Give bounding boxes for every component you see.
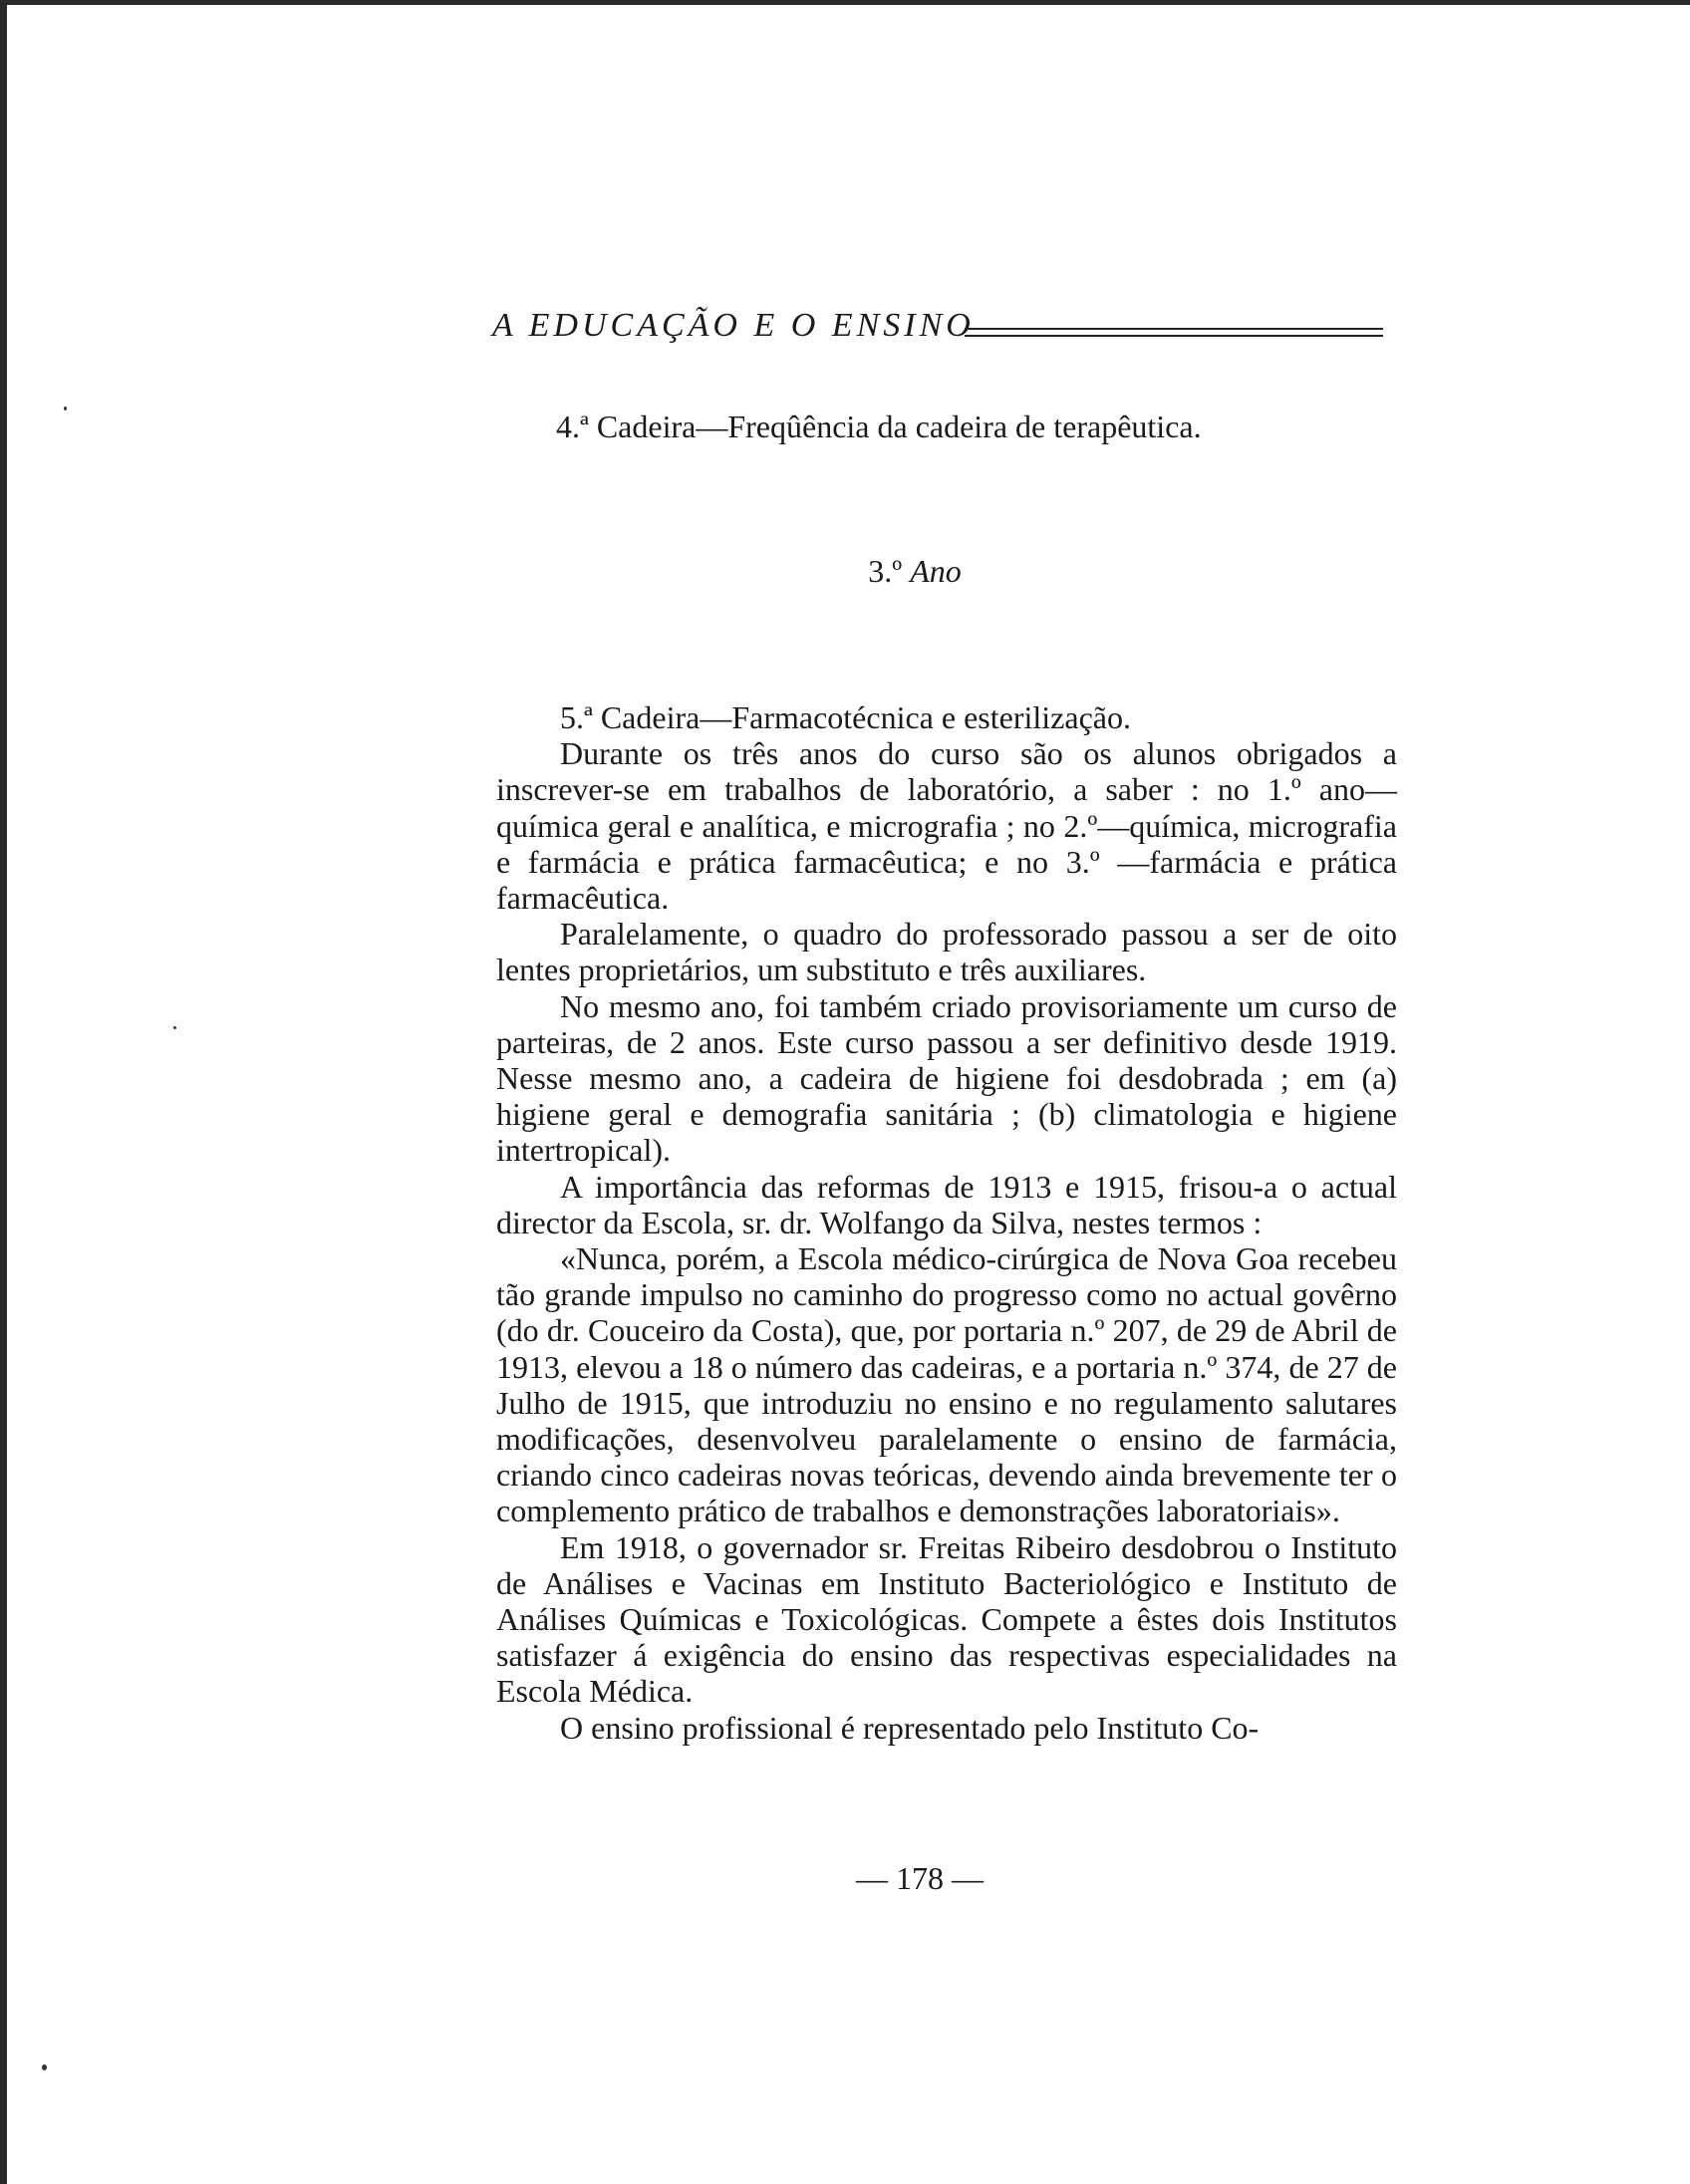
paragraph: No mesmo ano, foi também criado provisoriamente um curso de parteiras, de 2 anos. Este curso passou a ser definitivo desde 1919. Nesse mesmo ano, a cadeira de higiene foi desdobrada ; em (a) higiene geral e demografia sanitária ; (b) climatologia e higiene intertropical).: [496, 987, 1397, 1169]
paragraph: 5.ª Cadeira—Farmacotécnica e esterilização.: [560, 699, 1131, 735]
paragraph: Durante os três anos do curso são os alunos obrigados a inscrever-se em trabalhos de laboratório, a saber : no 1.º ano—química geral e analítica, e micrografia ; no 2.º—química, micrografia e farmácia e prática farmacêutica; e no 3.º —farmácia e prática farmacêutica.: [496, 735, 1397, 917]
running-title: A EDUCAÇÃO E O ENSINO: [492, 307, 975, 344]
body-text: [496, 699, 1397, 1746]
year-heading: [0, 553, 1690, 590]
scan-speck: [173, 1026, 176, 1029]
scan-speck: [42, 2064, 47, 2070]
scan-speck: [64, 407, 67, 410]
page-border-left: [0, 0, 7, 2184]
header-double-rule: [965, 328, 1383, 337]
page-border-top: [0, 0, 1690, 5]
paragraph: A importância das reformas de 1913 e 1915, frisou-a o actual director da Escola, sr. dr. Wolfango da Silva, nestes termos :: [496, 1168, 1397, 1240]
paragraph: «Nunca, porém, a Escola médico-cirúrgica de Nova Goa recebeu tão grande impulso no caminho do progresso como no actual govêrno (do dr. Couceiro da Costa), que, por portaria n.º 207, de 29 de Abril de 1913, elevou a 18 o número das cadeiras, e a portaria n.º 374, de 27 de Julho de 1915, que introduziu no ensino e no regulamento salutares modificações, desenvolveu paralelamente o ensino de farmácia, criando cinco cadeiras novas teóricas, devendo ainda brevemente ter o complemento prático de trabalhos e demonstrações laboratoriais».: [496, 1240, 1397, 1529]
paragraph: O ensino profissional é representado pelo Instituto Co-: [560, 1709, 1260, 1746]
year-heading-number: 3.º: [868, 553, 903, 589]
section-line: 4.ª Cadeira—Freqûência da cadeira de terapêutica.: [556, 409, 1202, 444]
paragraph: Paralelamente, o quadro do professorado passou a ser de oito lentes proprietários, um substituto e três auxiliares.: [496, 916, 1397, 988]
paragraph: Em 1918, o governador sr. Freitas Ribeiro desdobrou o Instituto de Análises e Vacinas em Instituto Bacteriológico e Instituto de Análises Químicas e Toxicológicas. Compete a êstes dois Institutos satisfazer á exigência do ensino das respectivas especialidades na Escola Médica.: [496, 1528, 1397, 1710]
page-number: — 178 —: [856, 1860, 984, 1896]
year-heading-word: Ano: [910, 553, 962, 589]
page-header: [492, 307, 1389, 357]
